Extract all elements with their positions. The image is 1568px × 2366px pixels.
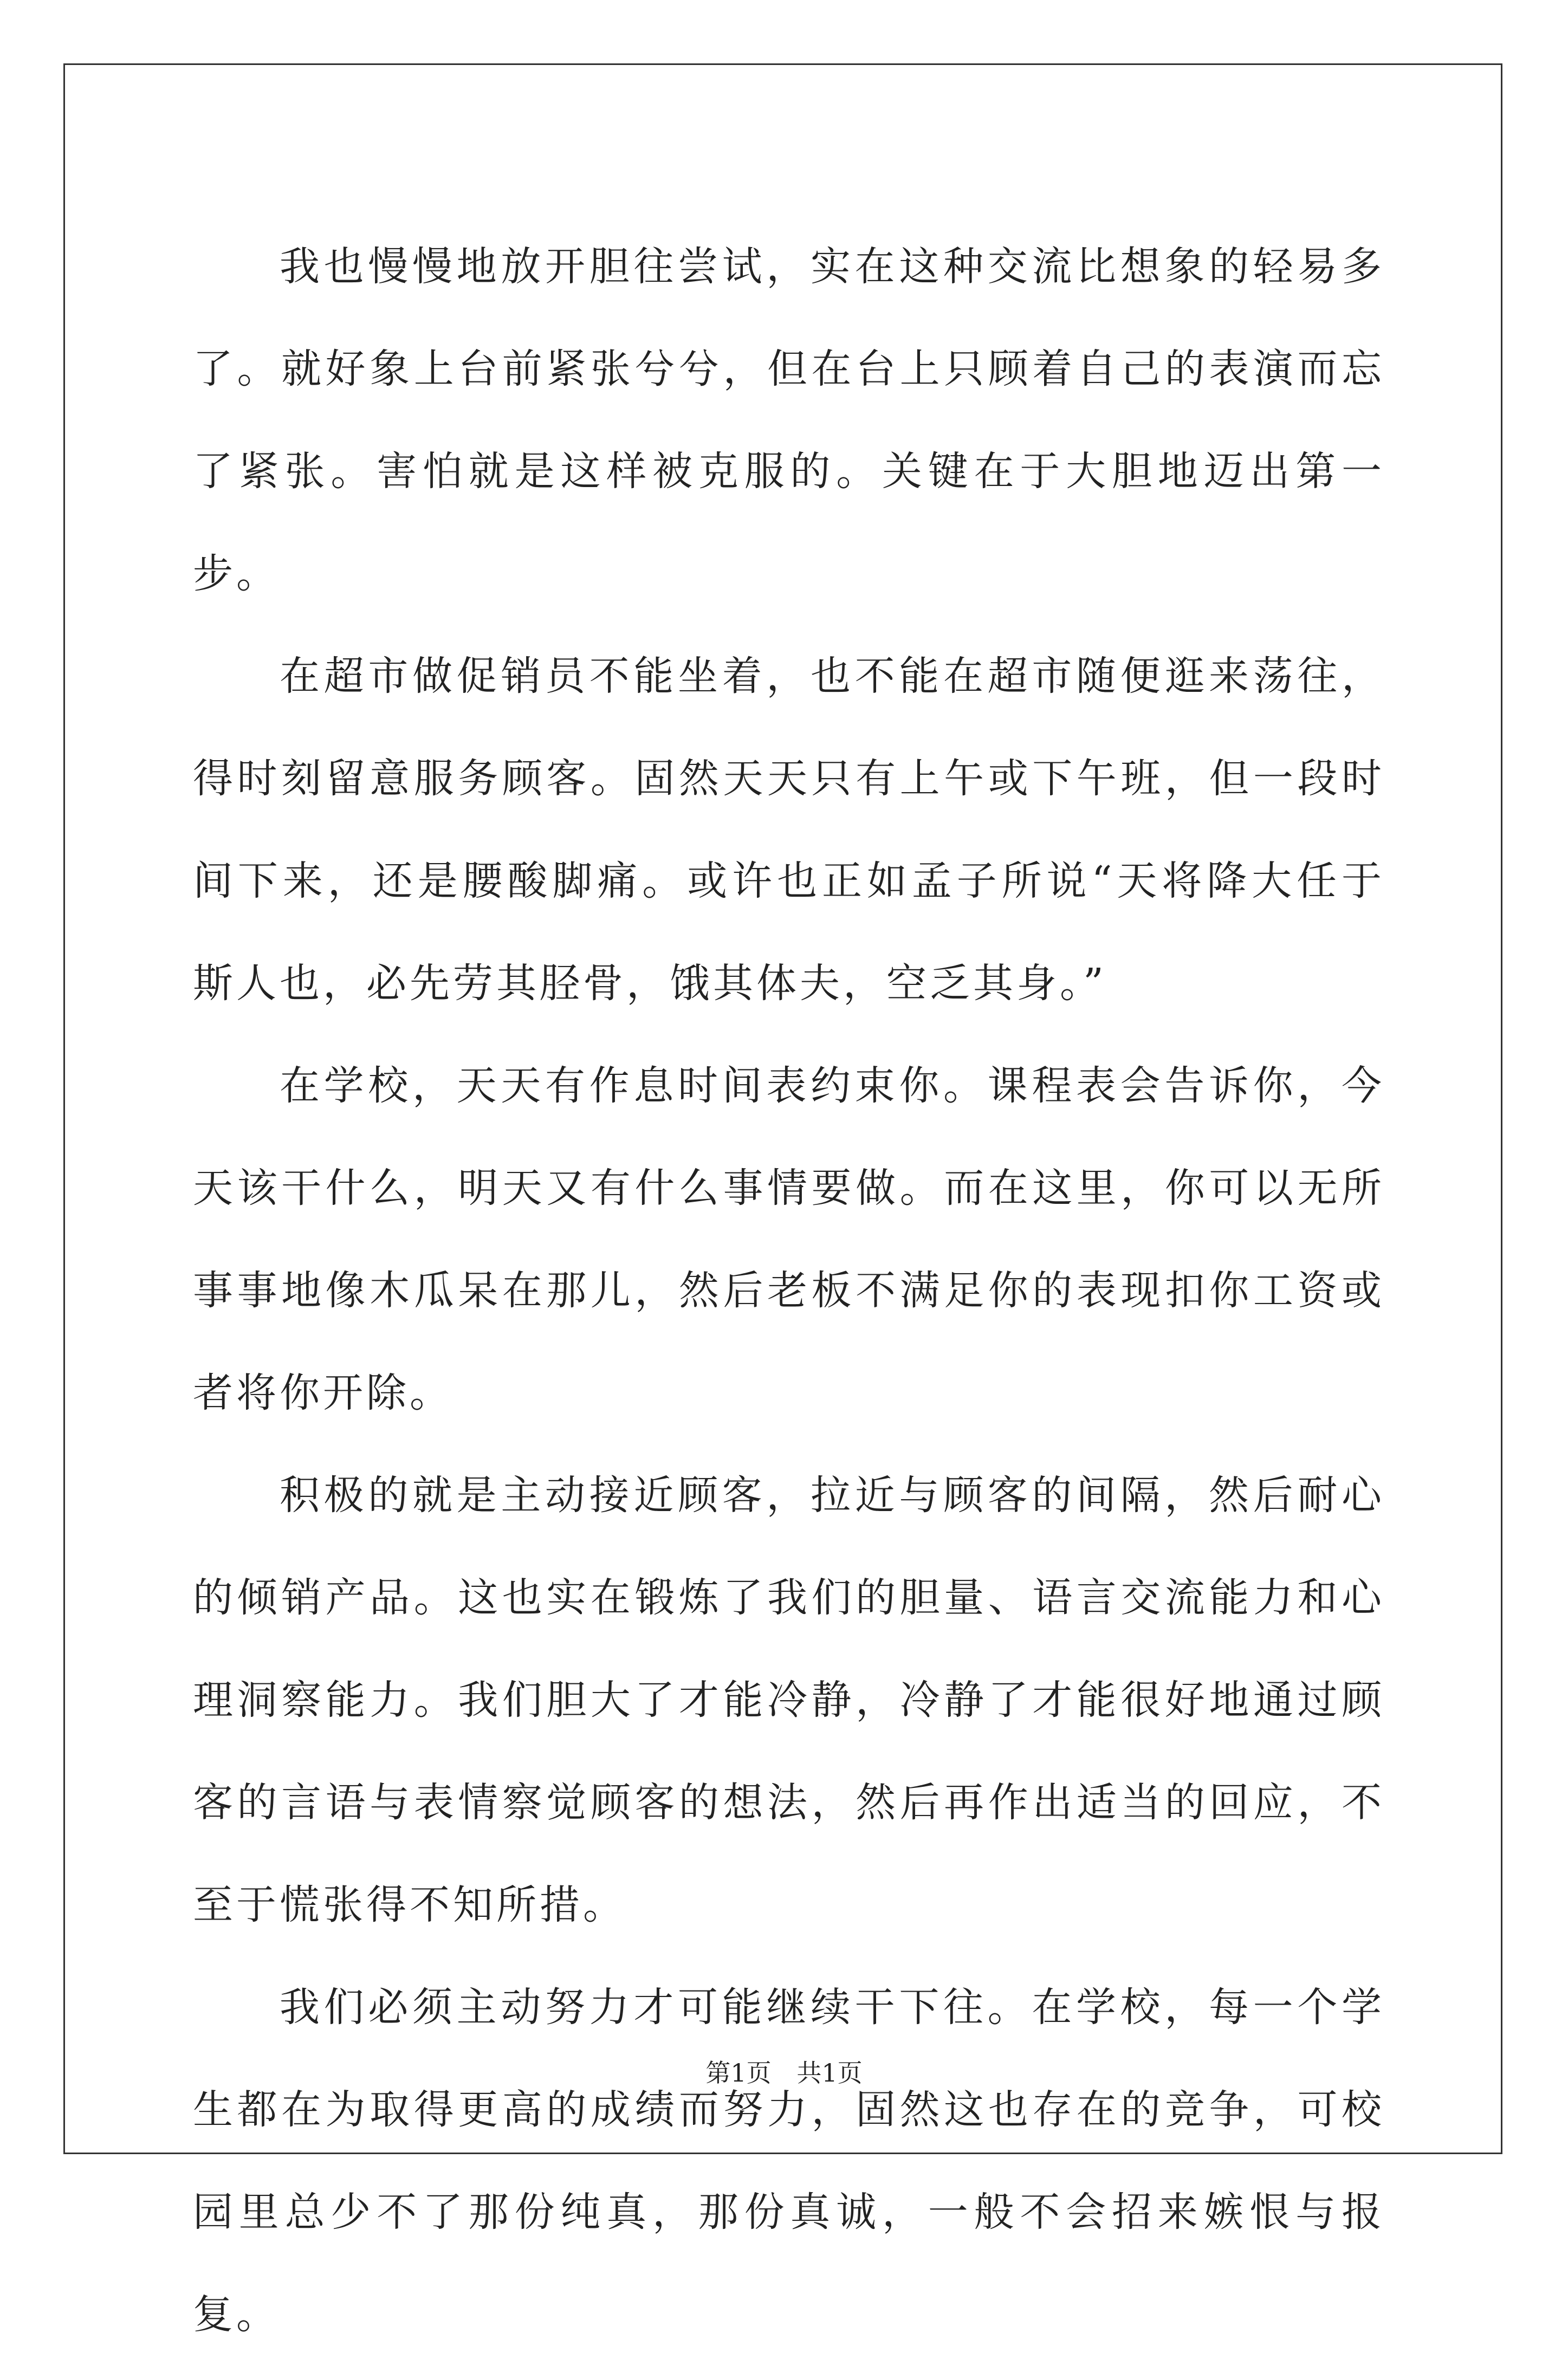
- paragraph: 我们必须主动努力才可能继续干下往。在学校，每一个学生都在为取得更高的成绩而努力，固然这也存在的竞争，可校园里总少不了那份纯真，那份真诚，一般不会招来嫉恨与报复。: [193, 1984, 1385, 2338]
- paragraph: 我也慢慢地放开胆往尝试，实在这种交流比想象的轻易多了。就好象上台前紧张兮兮，但在台上只顾着自己的表演而忘了紧张。害怕就是这样被克服的。关键在于大胆地迈出第一步。: [193, 243, 1385, 597]
- paragraph: 积极的就是主动接近顾客，拉近与顾客的间隔，然后耐心的倾销产品。这也实在锻炼了我们的胆量、语言交流能力和心理洞察能力。我们胆大了才能冷静，冷静了才能很好地通过顾客的言语与表情察觉顾客的想法，然后再作出适当的回应，不至于慌张得不知所措。: [193, 1472, 1385, 1928]
- paragraph: 在超市做促销员不能坐着，也不能在超市随便逛来荡往，得时刻留意服务顾客。固然天天只有上午或下午班，但一段时间下来，还是腰酸脚痛。或许也正如孟子所说“天将降大任于斯人也，必先劳其胫骨，饿其体夫，空乏其身。”: [193, 653, 1385, 1007]
- page-number: 第1页: [705, 2058, 772, 2088]
- page-total: 共1页: [796, 2058, 863, 2088]
- page-footer: [0, 2053, 1568, 2089]
- document-body: [193, 216, 1385, 2366]
- paragraph: 在学校，天天有作息时间表约束你。课程表会告诉你，今天该干什么，明天又有什么事情要做。而在这里，你可以无所事事地像木瓜呆在那儿，然后老板不满足你的表现扣你工资或者将你开除。: [193, 1062, 1385, 1416]
